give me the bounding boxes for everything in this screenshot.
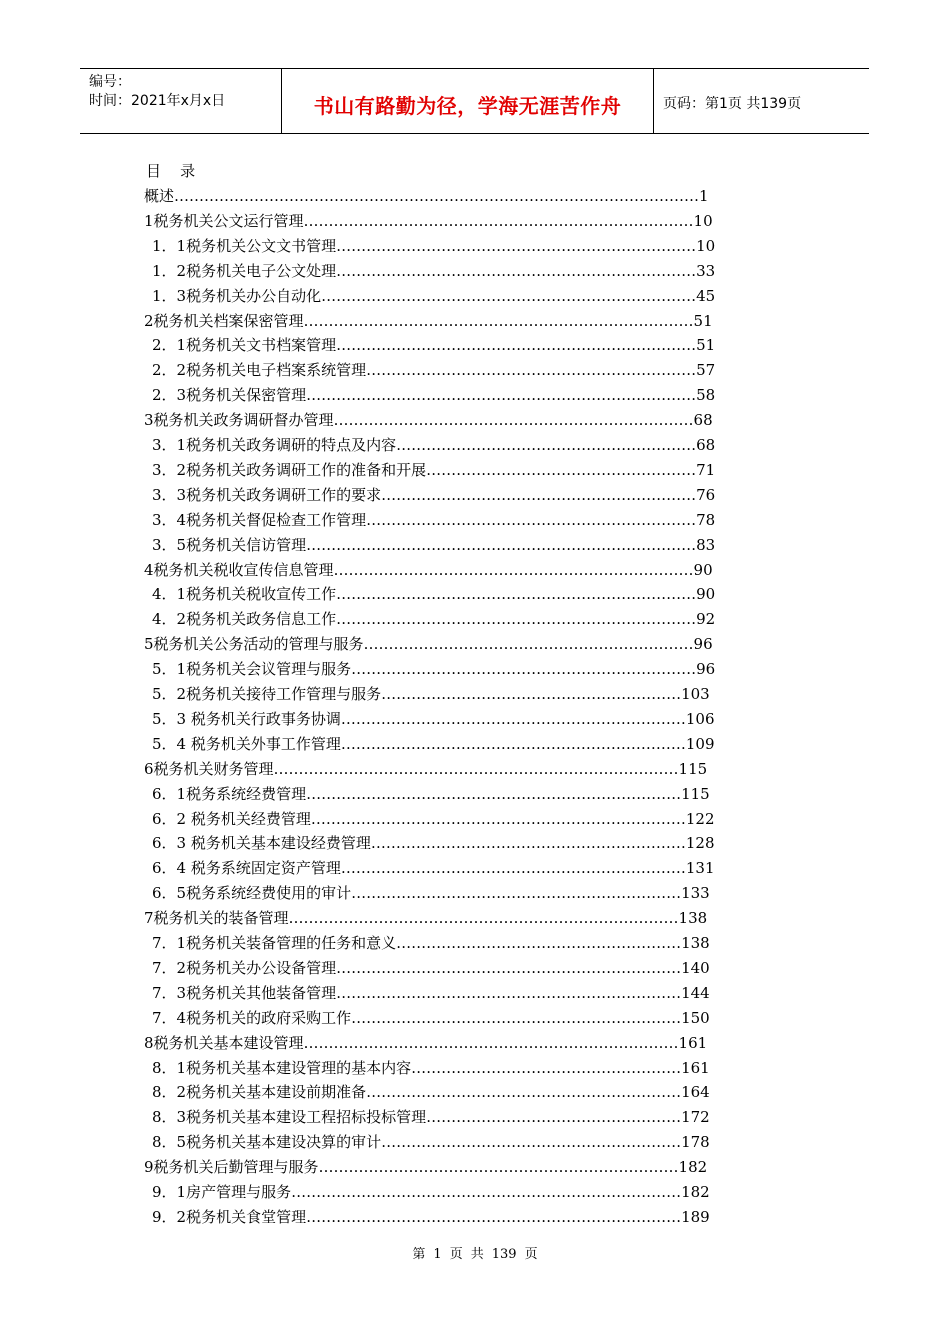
- document-number-label: 编号：: [89, 74, 131, 90]
- toc-entry-page: 182: [678, 1158, 708, 1176]
- toc-leader-dots: …………………………………………………………………: [306, 785, 682, 803]
- toc-entry-title: 2．1税务机关文书档案管理: [152, 336, 337, 354]
- toc-entry-page: 150: [681, 1009, 710, 1027]
- toc-entry-page: 106: [685, 710, 715, 728]
- toc-entry-page: 1: [699, 187, 709, 205]
- toc-entry: [144, 559, 715, 581]
- toc-entry-page: 131: [685, 859, 715, 877]
- toc-entry-page: 10: [693, 212, 713, 230]
- toc-leader-dots: …………………………………………………………: [366, 361, 697, 379]
- toc-entry: [152, 882, 715, 904]
- toc-entry-page: 161: [678, 1034, 708, 1052]
- toc-entry: [144, 633, 715, 655]
- toc-entry-title: 8税务机关基本建设管理: [144, 1034, 304, 1052]
- toc-leader-dots: ………………………………………………: [426, 461, 697, 479]
- toc-entry-title: 7．3税务机关其他装备管理: [152, 984, 337, 1002]
- toc-entry: [152, 1057, 715, 1079]
- toc-entry: [152, 982, 715, 1004]
- toc-entry-title: 2．3税务机关保密管理: [152, 386, 307, 404]
- toc-entry-title: 6税务机关财务管理: [144, 760, 274, 778]
- toc-entry-title: 4税务机关税收宣传信息管理: [144, 561, 334, 579]
- toc-entry-page: 51: [696, 336, 715, 354]
- toc-entry: [144, 409, 715, 431]
- toc-entry: [152, 260, 715, 282]
- toc-entry: [152, 583, 715, 605]
- toc-entry-page: 90: [696, 585, 715, 603]
- toc-entry: [152, 1206, 715, 1228]
- toc-entry-page: 58: [696, 386, 715, 404]
- toc-entry-title: 6．4 税务系统固定资产管理: [152, 859, 341, 877]
- toc-entry: [152, 285, 715, 307]
- toc-leader-dots: ……………………………………………………………: [340, 710, 686, 728]
- toc-leader-dots: ………………………………………………………………: [336, 585, 697, 603]
- toc-entry-title: 概述: [144, 187, 175, 205]
- toc-entry-title: 3．3税务机关政务调研工作的要求: [152, 486, 382, 504]
- footer-word-ye: 页: [449, 1247, 463, 1262]
- toc-entry: [152, 484, 715, 506]
- toc-entry-title: 3．5税务机关信访管理: [152, 536, 307, 554]
- toc-entry-page: 109: [685, 735, 715, 753]
- toc-leader-dots: ………………………………………………………………: [336, 262, 697, 280]
- toc-entry: [152, 658, 715, 680]
- toc-leader-dots: …………………………………………………………: [351, 884, 682, 902]
- toc-entry: [152, 459, 715, 481]
- toc-entry: [152, 608, 715, 630]
- toc-entry-title: 9税务机关后勤管理与服务: [144, 1158, 319, 1176]
- toc-entry-title: 4．1税务机关税收宣传工作: [152, 585, 337, 603]
- toc-entry-title: 9．1房产管理与服务: [152, 1183, 292, 1201]
- toc-leader-dots: ……………………………………………………………: [336, 984, 682, 1002]
- toc-entry-page: 83: [696, 536, 715, 554]
- toc-leader-dots: ………………………………………………………………: [336, 336, 697, 354]
- toc-leader-dots: …………………………………………………………: [363, 635, 694, 653]
- toc-entry-page: 128: [685, 834, 715, 852]
- toc-entry-page: 51: [693, 312, 713, 330]
- toc-entry: [152, 708, 715, 730]
- toc-entry: [152, 733, 715, 755]
- toc-entry-page: 178: [681, 1133, 710, 1151]
- toc-leader-dots: ………………………………………………………………: [336, 237, 697, 255]
- toc-leader-dots: …………………………………………………………: [351, 1009, 682, 1027]
- toc-entry-page: 92: [696, 610, 715, 628]
- toc-entry: [152, 509, 715, 531]
- toc-leader-dots: ………………………………………………………………: [333, 561, 694, 579]
- toc-entry-title: 8．5税务机关基本建设决算的审计: [152, 1133, 382, 1151]
- toc-entry: [152, 1081, 715, 1103]
- toc-entry-page: 138: [678, 909, 708, 927]
- toc-entry-page: 115: [681, 785, 710, 803]
- toc-entry-title: 8．1税务机关基本建设管理的基本内容: [152, 1059, 412, 1077]
- toc-entry-page: 45: [696, 287, 715, 305]
- toc-entry: [152, 235, 715, 257]
- toc-entry: [144, 907, 715, 929]
- toc-entry-title: 2税务机关档案保密管理: [144, 312, 304, 330]
- toc-entry-title: 9．2税务机关食堂管理: [152, 1208, 307, 1226]
- toc-entry: [152, 334, 715, 356]
- toc-entry: [152, 857, 715, 879]
- toc-entry: [152, 1131, 715, 1153]
- toc-entry-title: 7．1税务机关装备管理的任务和意义: [152, 934, 397, 952]
- footer-word-di: 第: [412, 1247, 426, 1262]
- toc-entry-title: 1．2税务机关电子公文处理: [152, 262, 337, 280]
- toc-leader-dots: …………………………………………………………: [366, 511, 697, 529]
- toc-entry-title: 1税务机关公文运行管理: [144, 212, 304, 230]
- toc-leader-dots: …………………………………………………………………: [310, 810, 686, 828]
- toc-entry-page: 90: [693, 561, 713, 579]
- toc-entry: [152, 683, 715, 705]
- toc-leader-dots: ………………………………………………………: [370, 834, 686, 852]
- toc-leader-dots: …………………………………………………………………: [303, 1034, 679, 1052]
- toc-entry-page: 33: [696, 262, 715, 280]
- toc-entry-title: 8．2税务机关基本建设前期准备: [152, 1083, 367, 1101]
- toc-entry-page: 68: [696, 436, 715, 454]
- toc-entry-page: 133: [681, 884, 710, 902]
- toc-entry-page: 10: [696, 237, 715, 255]
- toc-leader-dots: ………………………………………………………………: [336, 610, 697, 628]
- toc-entry-page: 140: [681, 959, 710, 977]
- toc-entry-page: 78: [696, 511, 715, 529]
- toc-entry-page: 76: [696, 486, 715, 504]
- toc-leader-dots: ……………………………………………………………: [340, 859, 686, 877]
- toc-leader-dots: ……………………………………………………………………: [303, 312, 694, 330]
- toc-entry-title: 6．5税务系统经费使用的审计: [152, 884, 352, 902]
- toc-leader-dots: ……………………………………………………………………: [291, 1183, 682, 1201]
- toc-entry: [152, 359, 715, 381]
- toc-entry-title: 5．4 税务机关外事工作管理: [152, 735, 341, 753]
- toc-entry-title: 6．3 税务机关基本建设经费管理: [152, 834, 371, 852]
- toc-leader-dots: ……………………………………………………: [381, 685, 682, 703]
- toc-entry-page: 161: [681, 1059, 710, 1077]
- toc-entry-title: 6．2 税务机关经费管理: [152, 810, 311, 828]
- toc-entry-page: 172: [681, 1108, 710, 1126]
- toc-leader-dots: ………………………………………………………: [366, 1083, 682, 1101]
- toc-entry-title: 3税务机关政务调研督办管理: [144, 411, 334, 429]
- toc-entry: [152, 1106, 715, 1128]
- toc-entry-page: 122: [685, 810, 715, 828]
- toc-entry-page: 189: [681, 1208, 710, 1226]
- toc-leader-dots: ……………………………………………………………: [340, 735, 686, 753]
- toc-leader-dots: …………………………………………………: [396, 934, 682, 952]
- toc-entry-page: 164: [681, 1083, 710, 1101]
- toc-entry: [152, 434, 715, 456]
- toc-entry-page: 96: [696, 660, 715, 678]
- toc-entry-title: 5税务机关公务活动的管理与服务: [144, 635, 364, 653]
- toc-entry-page: 115: [678, 760, 708, 778]
- toc-entry: [152, 808, 715, 830]
- toc-entry-title: 7．4税务机关的政府采购工作: [152, 1009, 352, 1027]
- toc-leader-dots: ……………………………………………………: [381, 1133, 682, 1151]
- toc-entry-title: 3．2税务机关政务调研工作的准备和开展: [152, 461, 427, 479]
- toc-entry-title: 3．1税务机关政务调研的特点及内容: [152, 436, 397, 454]
- toc-entry: [152, 384, 715, 406]
- toc-leader-dots: ………………………………………………………………: [333, 411, 694, 429]
- toc-entry-title: 2．2税务机关电子档案系统管理: [152, 361, 367, 379]
- footer-page-number: 1: [433, 1247, 442, 1262]
- toc-entry: [152, 957, 715, 979]
- header-page-info: 页码：第1页 共139页: [663, 96, 802, 112]
- toc-leader-dots: ………………………………………………………………: [318, 1158, 679, 1176]
- toc-entry: [144, 1032, 715, 1054]
- toc-leader-dots: ……………………………………………………………………: [306, 386, 697, 404]
- toc-entry: [152, 534, 715, 556]
- toc-entry-page: 68: [693, 411, 713, 429]
- toc-entry-title: 8．3税务机关基本建设工程招标投标管理: [152, 1108, 427, 1126]
- toc-entry-page: 182: [681, 1183, 710, 1201]
- toc-leader-dots: ……………………………………………………………………: [306, 536, 697, 554]
- toc-entry-page: 103: [681, 685, 710, 703]
- toc-entry-title: 6．1税务系统经费管理: [152, 785, 307, 803]
- toc-leader-dots: ………………………………………………………: [381, 486, 697, 504]
- toc-entry-title: 1．3税务机关办公自动化: [152, 287, 322, 305]
- toc-entry: [152, 1181, 715, 1203]
- toc-entry: [152, 1007, 715, 1029]
- toc-entry-title: 5．3 税务机关行政事务协调: [152, 710, 341, 728]
- toc-entry-page: 96: [693, 635, 713, 653]
- toc-leader-dots: ……………………………………………: [426, 1108, 682, 1126]
- toc-entry-title: 7税务机关的装备管理: [144, 909, 289, 927]
- toc-entry: [144, 210, 715, 232]
- footer-word-gong: 共: [470, 1247, 484, 1262]
- toc-entry-page: 57: [696, 361, 715, 379]
- toc-entry-page: 144: [681, 984, 710, 1002]
- toc-entry: [152, 932, 715, 954]
- footer-word-ye-2: 页: [524, 1247, 538, 1262]
- toc-leader-dots: ………………………………………………: [411, 1059, 682, 1077]
- toc-title: 目 录: [146, 162, 196, 180]
- toc-leader-dots: ……………………………………………………………………: [288, 909, 679, 927]
- toc-entry-page: 71: [696, 461, 715, 479]
- toc-entry-title: 1．1税务机关公文文书管理: [152, 237, 337, 255]
- toc-entry-page: 138: [681, 934, 710, 952]
- toc-entry: [144, 310, 715, 332]
- header-motto: 书山有路勤为径，学海无涯苦作舟: [282, 69, 654, 133]
- toc-leader-dots: …………………………………………………………………: [321, 287, 697, 305]
- toc-entry-title: 5．2税务机关接待工作管理与服务: [152, 685, 382, 703]
- toc-leader-dots: ……………………………………………………………: [336, 959, 682, 977]
- toc-leader-dots: ……………………………………………………………………: [303, 212, 694, 230]
- toc-leader-dots: ………………………………………………………………………: [273, 760, 679, 778]
- toc-entry: [144, 185, 715, 207]
- toc-entry: [152, 832, 715, 854]
- toc-leader-dots: ……………………………………………………………: [351, 660, 697, 678]
- toc-entry: [144, 1156, 715, 1178]
- toc-leader-dots: …………………………………………………………………: [306, 1208, 682, 1226]
- toc-entry-title: 7．2税务机关办公设备管理: [152, 959, 337, 977]
- toc-entry-title: 5．1税务机关会议管理与服务: [152, 660, 352, 678]
- toc-entry-title: 3．4税务机关督促检查工作管理: [152, 511, 367, 529]
- toc-entry: [144, 758, 715, 780]
- toc-leader-dots: ……………………………………………………………………………………………: [174, 187, 700, 205]
- page-footer: [0, 1246, 950, 1264]
- toc-entry: [152, 783, 715, 805]
- toc-entry-title: 4．2税务机关政务信息工作: [152, 610, 337, 628]
- toc-leader-dots: ……………………………………………………: [396, 436, 697, 454]
- footer-total-pages: 139: [491, 1247, 517, 1262]
- document-time-label: 时间：2021年x月x日: [89, 93, 226, 109]
